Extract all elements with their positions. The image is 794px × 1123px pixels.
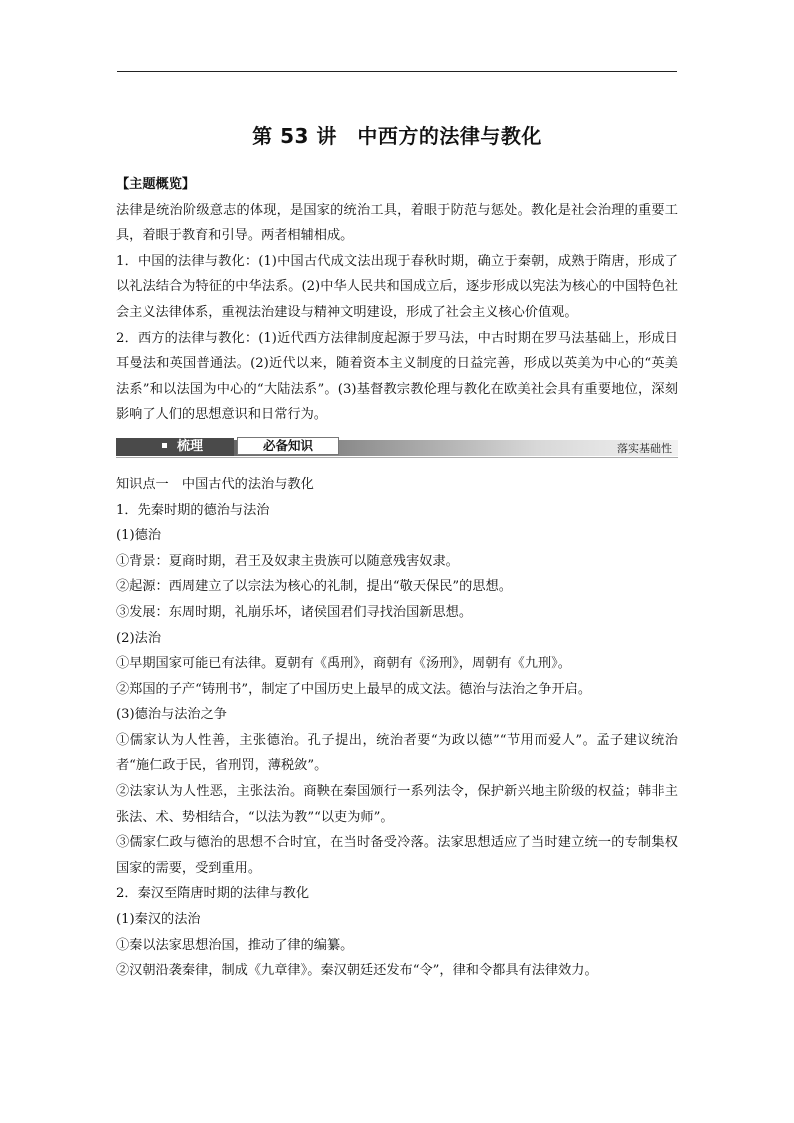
header-rule (117, 71, 677, 72)
body-line: ①早期国家可能已有法律。夏朝有《禹刑》，商朝有《汤刑》，周朝有《九刑》。 (116, 656, 571, 672)
overview-paragraph: 1．中国的法律与教化：(1)中国古代成文法出现于春秋时期，确立于秦朝，成熟于隋唐，形成了以礼法结合为特征的中华法系。(2)中华人民共和国成立后，逐步形成以宪法为核心的中国特色社会主义法律体系，重视法治建设与精神文明建设，形成了社会主义核心价值观。 (116, 253, 678, 320)
body-line: ③儒家仁政与德治的思想不合时宜，在当时备受冷落。法家思想适应了当时建立统一的专制集权国家的需要，受到重用。 (116, 835, 678, 876)
body-line: (1)德治 (116, 528, 162, 544)
overview-heading: 【主题概览】 (116, 177, 196, 192)
body-line: (1)秦汉的法治 (116, 912, 201, 928)
document-body (116, 172, 678, 984)
body-line: 1．先秦时期的德治与法治 (116, 502, 270, 518)
page-title: 第 53 讲 中西方的法律与教化 (252, 124, 542, 148)
body-line: ③发展：东周时期，礼崩乐坏，诸侯国君们寻找治国新思想。 (116, 604, 473, 620)
section-tag-label: 梳理 (177, 438, 204, 454)
overview-paragraph: 2．西方的法律与教化：(1)近代西方法律制度起源于罗马法，中古时期在罗马法基础上，形成日耳曼法和英国普通法。(2)近代以来，随着资本主义制度的日益完善，形成以英美为中心的“英美法系”和以法国为中心的“大陆法系”。(3)基督教宗教伦理与教化在欧美社会具有重要地位，深刻影响了人们的思想意识和日常行为。 (116, 330, 678, 423)
body-line: (2)法治 (116, 630, 162, 646)
section-right-label: 落实基础性 (617, 441, 672, 455)
body-line: (3)德治与法治之争 (116, 707, 227, 723)
section-tag (116, 438, 234, 456)
body-line: ①秦以法家思想治国，推动了律的编纂。 (116, 937, 354, 953)
knowledge-point-heading: 知识点一 中国古代的法治与教化 (116, 476, 314, 492)
body-line: ②郑国的子产“铸刑书”，制定了中国历史上最早的成文法。德治与法治之争开启。 (116, 681, 592, 697)
body-line: ②法家认为人性恶，主张法治。商鞅在秦国颁行一系列法令，保护新兴地主阶级的权益；韩非主张法、术、势相结合，“以法为教”“以吏为师”。 (116, 784, 678, 825)
section-banner-underline (116, 457, 678, 458)
body-line: ②汉朝沿袭秦律，制成《九章律》。秦汉朝廷还发布“令”，律和令都具有法律效力。 (116, 963, 598, 979)
body-line: 2．秦汉至隋唐时期的法律与教化 (116, 886, 310, 902)
square-bullet-icon (162, 443, 167, 448)
section-label: 必备知识 (237, 437, 339, 455)
body-line: ②起源：西周建立了以宗法为核心的礼制，提出“敬天保民”的思想。 (116, 579, 512, 595)
body-line: ①儒家认为人性善，主张德治。孔子提出，统治者要“为政以德”“节用而爱人”。孟子建议统治者“施仁政于民，省刑罚，薄税敛”。 (116, 732, 678, 774)
section-banner (116, 434, 678, 460)
overview-paragraph: 法律是统治阶级意志的体现，是国家的统治工具，着眼于防范与惩处。教化是社会治理的重要工具，着眼于教育和引导。两者相辅相成。 (116, 202, 678, 244)
body-line: ①背景：夏商时期，君王及奴隶主贵族可以随意残害奴隶。 (116, 553, 459, 569)
